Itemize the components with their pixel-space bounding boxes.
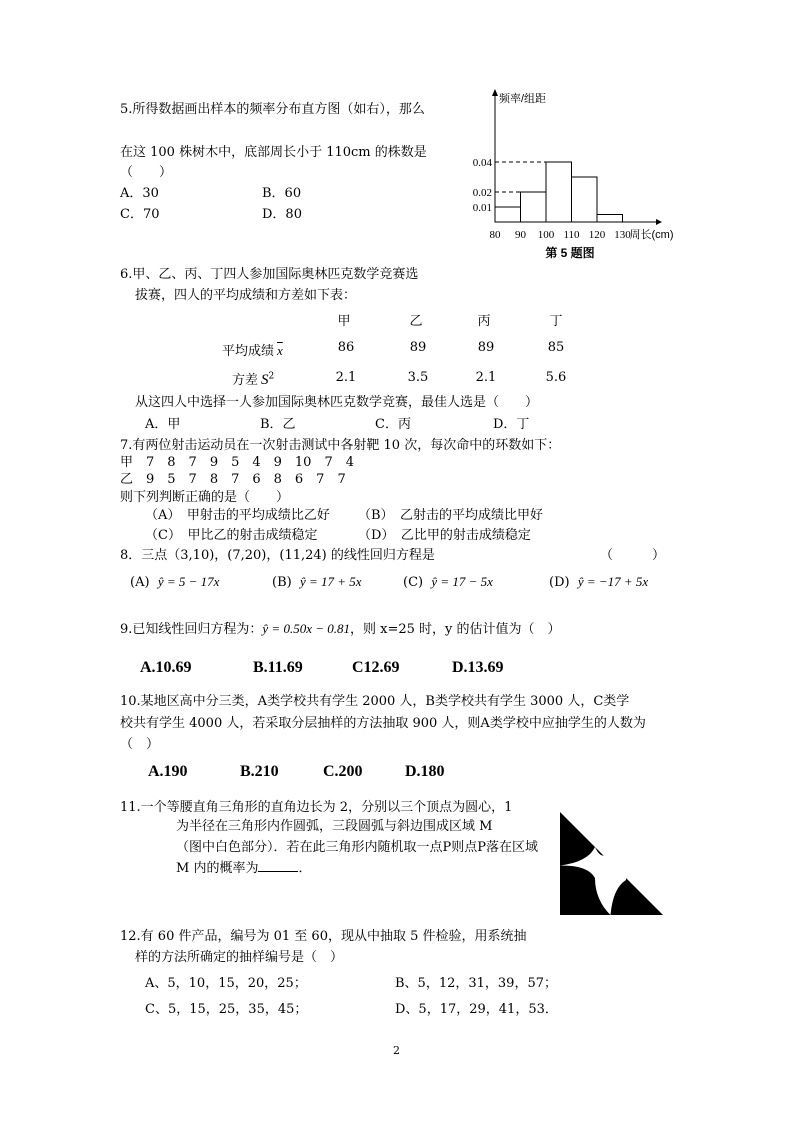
q11-line4 (176, 857, 311, 876)
q5-line1: 5.所得数据画出样本的频率分布直方图（如右），那么 (120, 102, 425, 117)
y-tick-label: 0.02 (472, 187, 492, 199)
histogram-bar (572, 177, 598, 222)
q12-option-d: D、5，17，29，41，53． (395, 1002, 558, 1017)
q5-line2: 在这 100 株树木中，底部周长小于 110cm 的株数是 (120, 145, 427, 160)
q5-option-b: B．60 (262, 186, 302, 201)
q6-line2: 拔赛，四人的平均成绩和方差如下表： (135, 288, 357, 303)
table-header-bing: 丙 (477, 314, 491, 329)
q8-option-c-label: (C) (403, 575, 424, 590)
q9-prefix: 9.已知线性回归方程为： (120, 622, 263, 637)
q9-option-a: A.10.69 (140, 659, 192, 676)
q12-line2: 样的方法所确定的抽样编号是（ ） (135, 950, 344, 965)
q8-option-b-eq: ŷ = 17 + 5x (299, 574, 362, 589)
q8-option-b (272, 574, 362, 590)
q6-question: 从这四人中选择一人参加国际奥林匹克数学竞赛，最佳人选是（ ） (135, 395, 539, 410)
var-jia: 2.1 (335, 370, 357, 385)
x-tick-label: 80 (489, 229, 501, 241)
var-bing: 2.1 (475, 370, 497, 385)
q10-paren: （ ） (120, 737, 160, 752)
histogram-bar (546, 162, 572, 222)
q9-option-c: C12.69 (352, 659, 400, 676)
q5-option-c: C．70 (120, 207, 160, 222)
histogram-bar (495, 207, 521, 222)
q11-line4-suffix: ． (298, 861, 312, 876)
x-tick-label: 120 (588, 229, 606, 241)
histogram-chart (460, 86, 700, 264)
x-tick-label: 100 (537, 229, 555, 241)
q6-option-d: D．丁 (493, 417, 530, 432)
q7-option-a: （A） 甲射击的平均成绩比乙好 (145, 508, 330, 523)
row-var-label (232, 369, 274, 389)
q8-option-a-eq: ŷ = 5 − 17x (157, 574, 220, 589)
q11-line4-prefix: M 内的概率为 (176, 861, 259, 876)
mean-yi: 89 (409, 340, 427, 355)
q6-option-a: A．甲 (145, 417, 181, 432)
var-yi: 3.5 (407, 370, 429, 385)
q10-option-d: D.180 (405, 763, 445, 780)
q8-option-b-label: (B) (272, 575, 292, 590)
row-mean-label-text: 平均成绩 (222, 344, 275, 359)
q12-option-c: C、5，15，25，35，45； (145, 1002, 308, 1017)
q9-option-b: B.11.69 (253, 659, 303, 676)
answer-blank (258, 859, 298, 872)
q10-option-b: B.210 (240, 763, 279, 780)
q11-line3: （图中白色部分）．若在此三角形内随机取一点P则点P落在区域 (176, 840, 538, 855)
y-axis-label: 频率/组距 (499, 93, 547, 105)
q5-option-a: A．30 (120, 186, 159, 201)
histogram-bar (521, 192, 547, 222)
q9-option-d: D.13.69 (452, 659, 504, 676)
q7-row-yi: 乙 9 5 7 8 7 6 8 6 7 7 (120, 472, 346, 487)
histogram-bar (597, 215, 623, 223)
q8-option-a (130, 574, 219, 590)
q5-paren: （ ） (120, 165, 173, 180)
q7-option-c: （C） 甲比乙的射击成绩稳定 (145, 528, 318, 543)
y-axis-arrow (492, 89, 498, 96)
x-axis-label: 周长(cm) (629, 229, 674, 241)
q7-option-d: （D） 乙比甲的射击成绩稳定 (358, 528, 531, 543)
x-tick-label: 90 (515, 229, 526, 241)
q9-line (120, 618, 561, 637)
s-symbol: S (261, 372, 269, 388)
q8-option-a-label: (A) (130, 575, 150, 590)
q7-row-jia: 甲 7 8 7 9 5 4 9 10 7 4 (120, 455, 354, 470)
q10-option-a: A.190 (148, 763, 188, 780)
q8-option-d-label: (D) (549, 575, 570, 590)
y-tick-label: 0.01 (472, 202, 492, 214)
q11-line2: 为半径在三角形内作圆弧，三段圆弧与斜边围成区域 M (176, 819, 493, 834)
q6-line1: 6.甲、乙、丙、丁四人参加国际奥林匹克数学竞赛选 (120, 267, 419, 282)
q8-option-c (403, 574, 493, 590)
row-mean-label (222, 340, 283, 359)
q5-option-d: D．80 (262, 207, 302, 222)
q8-option-c-eq: ŷ = 17 − 5x (431, 574, 493, 589)
x-bar-symbol: $\overline{x}$ (277, 343, 283, 358)
x-tick-label: 110 (563, 229, 580, 241)
mean-jia: 86 (337, 340, 355, 355)
table-header-jia: 甲 (337, 314, 351, 329)
q12-option-b: B、5，12，31，39，57； (395, 976, 557, 991)
q11-line1: 11.一个等腰直角三角形的直角边长为 2，分别以三个顶点为圆心，1 (120, 800, 513, 815)
q10-option-c: C.200 (323, 763, 363, 780)
q8-line1: 8．三点（3,10)，(7,20)，(11,24) 的线性回归方程是 (120, 548, 435, 563)
q6-option-b: B．乙 (260, 417, 296, 432)
q7-question: 则下列判断正确的是（ ） (120, 490, 290, 505)
x-tick-label: 130 (614, 229, 631, 241)
page-number: 2 (393, 1044, 400, 1057)
q12-option-a: A、5，10，15，20，25； (145, 976, 307, 991)
q6-option-c: C．丙 (375, 417, 411, 432)
q10-line1: 10.某地区高中分三类，A类学校共有学生 2000 人，B类学校共有学生 3000 人，C类学 (120, 694, 630, 709)
q7-line1: 7.有两位射击运动员在一次射击测试中各射靶 10 次，每次命中的环数如下： (120, 438, 561, 453)
s-squared: 2 (268, 371, 275, 382)
q8-option-d-eq: ŷ = −17 + 5x (577, 574, 649, 589)
q9-suffix: ，则 x=25 时，y 的估计值为（ ） (350, 622, 561, 637)
table-header-yi: 乙 (409, 314, 423, 329)
y-tick-label: 0.04 (472, 157, 492, 169)
q9-equation: ŷ = 0.50x − 0.81 (262, 621, 350, 636)
mean-bing: 89 (477, 340, 495, 355)
q8-paren: （ ） (600, 548, 666, 563)
table-header-ding: 丁 (549, 314, 563, 329)
var-ding: 5.6 (545, 370, 567, 385)
q7-option-b: （B） 乙射击的平均成绩比甲好 (358, 508, 544, 523)
figure-caption: 第 5 题图 (545, 246, 595, 260)
mean-ding: 85 (547, 340, 565, 355)
row-var-label-text: 方差 (232, 373, 259, 388)
triangle-figure (558, 810, 666, 918)
q12-line1: 12.有 60 件产品，编号为 01 至 60，现从中抽取 5 件检验，用系统抽 (120, 929, 527, 944)
q10-line2: 校共有学生 4000 人，若采取分层抽样的方法抽取 900 人，则A类学校中应抽学生的人数为 (120, 716, 646, 731)
x-axis-arrow (656, 219, 662, 225)
q8-option-d (549, 574, 648, 590)
